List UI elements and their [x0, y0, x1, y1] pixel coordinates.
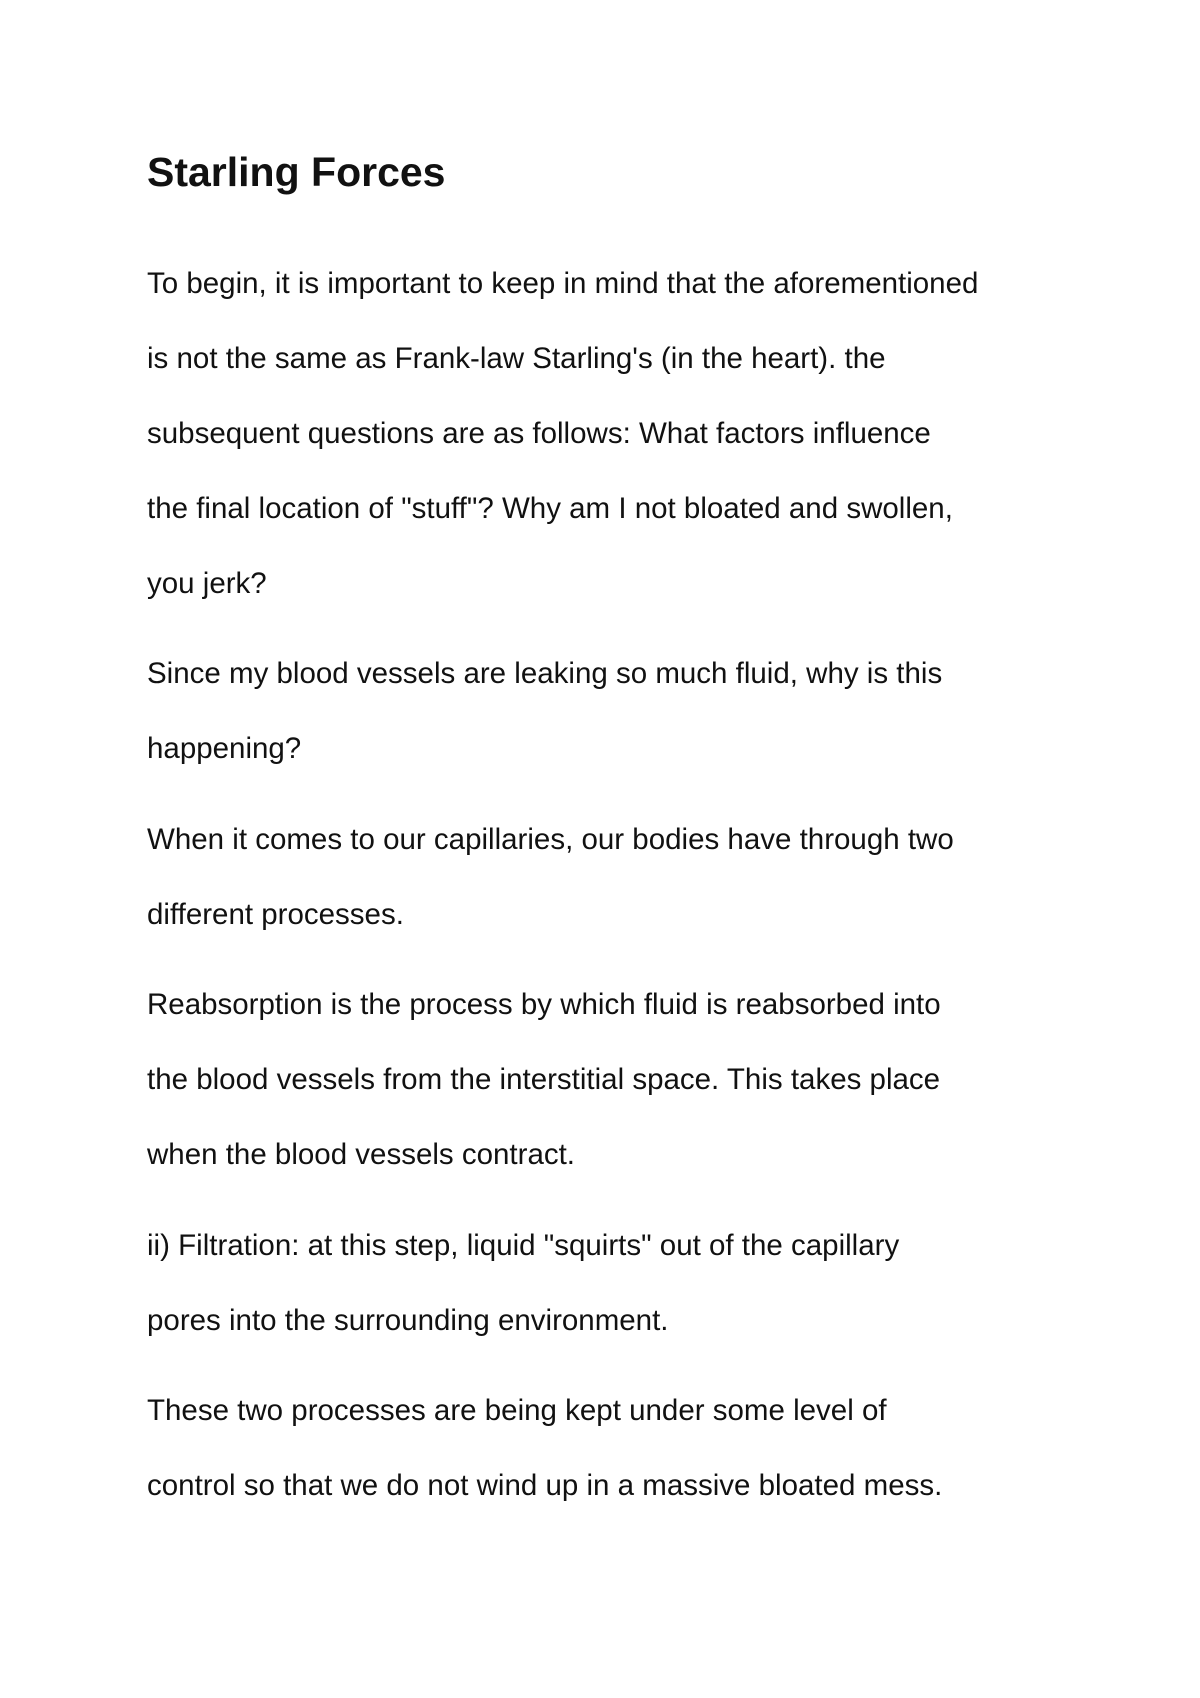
paragraph-line: when the blood vessels contract. [147, 1138, 575, 1171]
document-title: Starling Forces [147, 149, 446, 195]
paragraph-line: When it comes to our capillaries, our bodies have through two [147, 823, 954, 856]
paragraph-line: is not the same as Frank-law Starling's (in the heart). the [147, 342, 886, 375]
paragraph-line: different processes. [147, 898, 404, 931]
paragraph-line: the blood vessels from the interstitial space. This takes place [147, 1063, 941, 1096]
paragraph-line: pores into the surrounding environment. [147, 1304, 669, 1337]
paragraph-line: ii) Filtration: at this step, liquid "squirts" out of the capillary [147, 1229, 900, 1262]
paragraph-line: happening? [147, 732, 302, 765]
paragraph-line: Reabsorption is the process by which fluid is reabsorbed into [147, 988, 941, 1021]
paragraph-line: Since my blood vessels are leaking so much fluid, why is this [147, 657, 943, 690]
paragraph-line: control so that we do not wind up in a massive bloated mess. [147, 1469, 943, 1502]
paragraph-line: To begin, it is important to keep in mind that the aforementioned [147, 267, 979, 300]
paragraph-line: subsequent questions are as follows: What factors influence [147, 417, 931, 450]
paragraph-line: you jerk? [147, 567, 267, 600]
paragraph-line: These two processes are being kept under some level of [147, 1394, 887, 1427]
paragraph-line: the final location of "stuff"? Why am I not bloated and swollen, [147, 492, 953, 525]
